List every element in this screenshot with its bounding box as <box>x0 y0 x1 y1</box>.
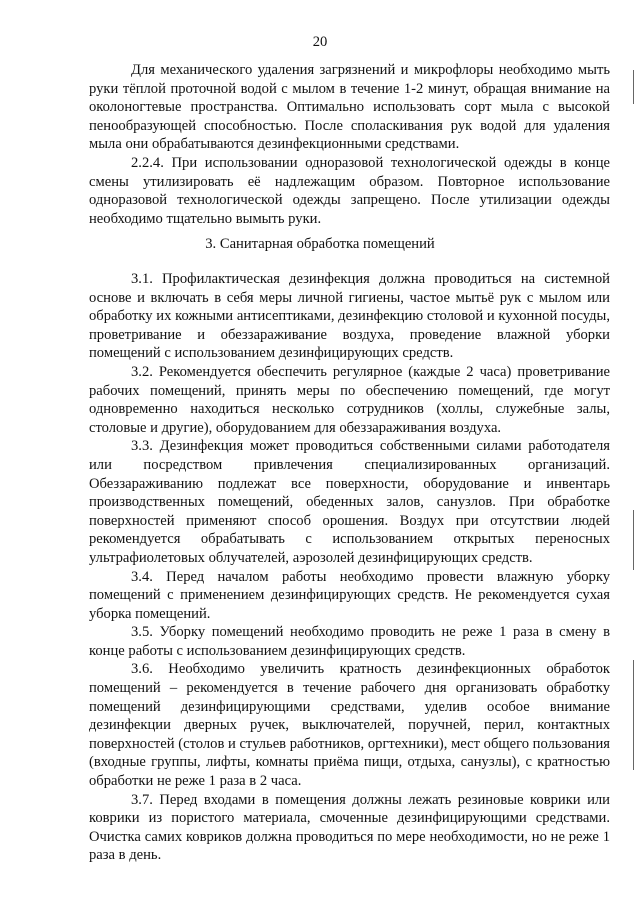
paragraph-3-6: 3.6. Необходимо увеличить кратность дезинфекционных обработок помещений – рекомендуется в течение рабочего дня организовать обработку помещений дезинфицирующими средствами, уделив особое внимание дезинфекции дверных ручек, выключателей, поручней, перил, контактных поверхностей (столов и стульев работников, оргтехники), мест общего пользования (входные группы, лифты, комнаты приёма пищи, отдыха, санузлы), с кратностью обработки не реже 1 раза в 2 часа. <box>89 661 610 790</box>
section-heading: 3. Санитарная обработка помещений <box>205 236 435 252</box>
scan-edge-mark <box>633 510 634 570</box>
section-3-block <box>89 270 610 865</box>
intro-block <box>89 61 610 228</box>
scan-edge-mark <box>633 70 634 104</box>
scan-edge-mark <box>633 660 634 770</box>
paragraph-3-5: 3.5. Уборку помещений необходимо проводить не реже 1 раза в смену в конце работы с использованием дезинфицирующих средств. <box>89 624 610 659</box>
paragraph-3-2: 3.2. Рекомендуется обеспечить регулярное (каждые 2 часа) проветривание рабочих помещений, принять меры по обеспечению помещений, где могут одновременно находиться несколько сотрудников (холлы, служебные залы, столовые и другие), оборудованием для обеззараживания воздуха. <box>89 363 610 436</box>
paragraph-handwashing: Для механического удаления загрязнений и микрофлоры необходимо мыть руки тёплой проточной водой с мылом в течение 1-2 минут, обращая внимание на околоногтевые пространства. Оптимально использовать сорт мыла с высокой пенообразующей способностью. После споласкивания рук водой для удаления мыла они обрабатываются дезинфекционными средствами. <box>89 62 610 153</box>
paragraph-3-1: 3.1. Профилактическая дезинфекция должна проводиться на системной основе и включать в себя меры личной гигиены, частое мытьё рук с мылом или обработку их кожными антисептиками, дезинфекцию столовой и кухонной посуды, проветривание и обеззараживание воздуха, проведение влажной уборки помещений с использованием дезинфицирующих средств. <box>89 271 610 362</box>
paragraph-3-3: 3.3. Дезинфекция может проводиться собственными силами работодателя или посредством привлечения специализированных организаций. Обеззараживанию подлежат все поверхности, оборудование и инвентарь производственных помещений, обеденных залов, санузлов. При обработке поверхностей применяют способ орошения. Воздух при отсутствии людей рекомендуется обрабатывать с использованием открытых переносных ультрафиолетовых облучателей, аэрозолей дезинфицирующих средств. <box>89 438 610 566</box>
page-number: 20 <box>312 34 328 50</box>
paragraph-2-2-4: 2.2.4. При использовании одноразовой технологической одежды в конце смены утилизировать её надлежащим образом. Повторное использование одноразовой технологической одежды запрещено. После утилизации одежды необходимо тщательно вымыть руки. <box>89 154 610 227</box>
paragraph-3-4: 3.4. Перед началом работы необходимо провести влажную уборку помещений с применением дезинфицирующих средств. Не рекомендуется сухая уборка помещений. <box>89 568 610 622</box>
paragraph-3-7: 3.7. Перед входами в помещения должны лежать резиновые коврики или коврики из пористого материала, смоченные дезинфицирующими средствами. Очистка самих ковриков должна проводиться по мере необходимости, но не реже 1 раза в день. <box>89 791 610 864</box>
